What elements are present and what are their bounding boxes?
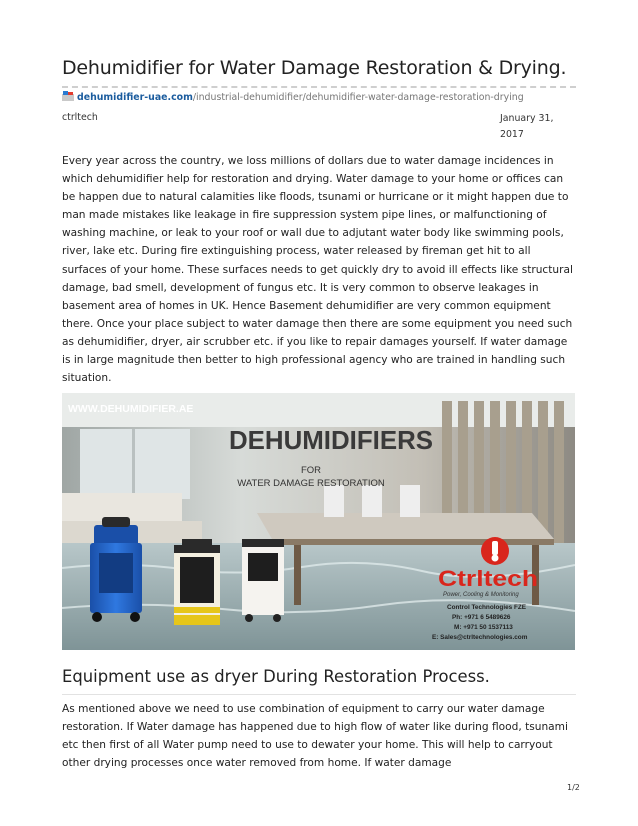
title-divider (62, 86, 576, 88)
source-domain-link[interactable]: dehumidifier-uae.com (77, 92, 193, 103)
yellow-dehumidifier-unit (174, 539, 220, 625)
brand-email: E: Sales@ctrltechnologies.com (432, 634, 528, 641)
page-number: 1/2 (567, 783, 580, 792)
heading-divider (62, 694, 576, 695)
brand-tagline: Power, Cooling & Monitoring (443, 592, 519, 598)
section-heading: Equipment use as dryer During Restoration Process. (62, 667, 490, 686)
banner-site-url: WWW.DEHUMIDIFIER.AE (68, 403, 194, 415)
hero-banner-image (62, 393, 575, 650)
source-path: /industrial-dehumidifier/dehumidifier-water-damage-restoration-drying (192, 92, 524, 103)
paragraph-intro: Every year across the country, we loss millions of dollars due to water damage incidences in which dehumidifier help for restoration and drying. Water damage to your home or offices can be happen due to natural calamities like floods, tsunami or hurricane or it might happen due to man made mistakes like leakage in fire suppression system pipe lines, or malfunctioning of washing machine, or leak to your roof or wall due to adjutant water body like swimming pools, river, lake etc. During fire extinguishing process, water released by fireman get hit to all surfaces of your home. These surfaces needs to get quickly dry to avoid ill effects like structural damage, bad smell, development of fungus etc. It is very common to observe leakages in basement area of homes in UK. Hence Basement dehumidifier are very common equipment there. Once your place subject to water damage then there are some equipment you need such as dehumidifier, dryer, air scrubber etc. if you like to repair damages yourself. If water damage is in large magnitude then better to high professional agency who are trained in handling such situation. (62, 155, 573, 385)
brand-phone: Ph: +971 6 5489626 (452, 614, 511, 621)
article-title: Dehumidifier for Water Damage Restoration & Drying. (62, 57, 567, 79)
white-dehumidifier-unit (242, 539, 284, 622)
blue-dehumidifier-unit (90, 517, 142, 622)
brand-name: Ctrltech (438, 566, 538, 591)
publish-date: January 31, 2017 (500, 113, 554, 140)
banner-for-text: FOR (300, 465, 322, 476)
banner-subline: WATER DAMAGE RESTORATION (237, 478, 385, 489)
brand-mobile: M: +971 50 1537113 (454, 624, 513, 631)
paragraph-equipment: As mentioned above we need to use combination of equipment to carry our water damage restoration. If Water damage has happened due to high flow of water like during flood, tsunami etc then first of all Water pump need to use to dewater your home. This will help to carryout other drying processes once water removed from home. If water damage (62, 703, 568, 770)
source-line (62, 91, 524, 105)
banner-headline: DEHUMIDIFIERS (229, 425, 433, 455)
brand-company: Control Technologies FZE (447, 604, 527, 611)
site-favicon-icon (62, 91, 74, 101)
author-name: ctrltech (62, 112, 98, 123)
